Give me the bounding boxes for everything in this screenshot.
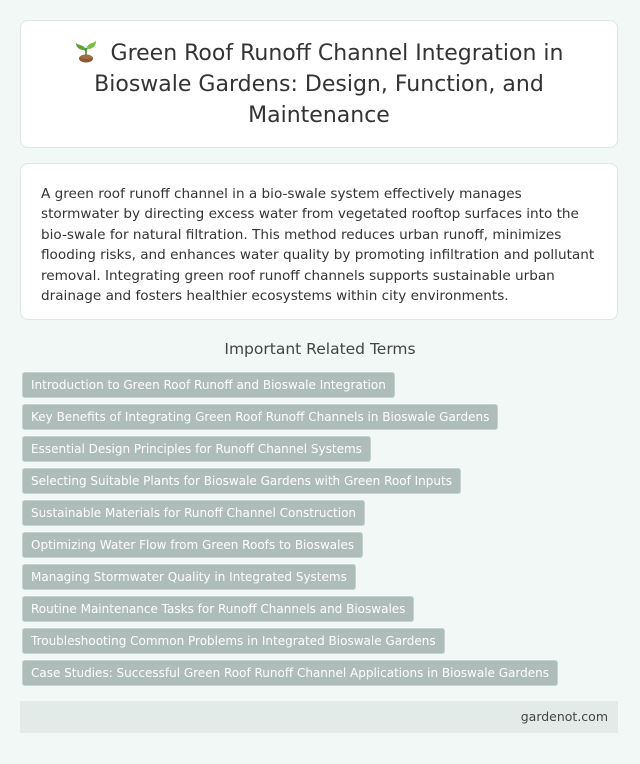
related-term-link[interactable]: Optimizing Water Flow from Green Roofs to Bioswales xyxy=(23,533,362,557)
related-term-link[interactable]: Managing Stormwater Quality in Integrated Systems xyxy=(23,565,355,589)
footer xyxy=(20,701,618,733)
related-terms-heading: Important Related Terms xyxy=(224,340,416,358)
page-title xyxy=(59,38,579,131)
related-terms-list xyxy=(23,373,613,693)
summary-text: A green roof runoff channel in a bio-swale system effectively manages stormwater by directing excess water from vegetated rooftop surfaces into the bio-swale for natural filtration. This method reduces urban runoff, minimizes flooding risks, and enhances water quality by promoting infiltration and pollutant removal. Integrating green roof runoff channels supports sustainable urban drainage and fosters healthier ecosystems within city environments. xyxy=(41,186,595,305)
related-term-link[interactable]: Routine Maintenance Tasks for Runoff Channels and Bioswales xyxy=(23,597,413,621)
footer-site-name: gardenot.com xyxy=(520,709,608,724)
title-card xyxy=(20,20,618,148)
related-term-link[interactable]: Troubleshooting Common Problems in Integrated Bioswale Gardens xyxy=(23,629,444,653)
related-term-link[interactable]: Key Benefits of Integrating Green Roof Runoff Channels in Bioswale Gardens xyxy=(23,405,497,429)
page-title-text: Green Roof Runoff Channel Integration in Bioswale Gardens: Design, Function, and Maintenance xyxy=(94,40,564,128)
related-term-link[interactable]: Sustainable Materials for Runoff Channel Construction xyxy=(23,501,364,525)
summary-card xyxy=(20,163,618,320)
seedling-icon xyxy=(75,39,97,63)
related-term-link[interactable]: Introduction to Green Roof Runoff and Bioswale Integration xyxy=(23,373,394,397)
related-term-link[interactable]: Selecting Suitable Plants for Bioswale Gardens with Green Roof Inputs xyxy=(23,469,460,493)
related-term-link[interactable]: Case Studies: Successful Green Roof Runoff Channel Applications in Bioswale Gardens xyxy=(23,661,557,685)
related-term-link[interactable]: Essential Design Principles for Runoff Channel Systems xyxy=(23,437,370,461)
